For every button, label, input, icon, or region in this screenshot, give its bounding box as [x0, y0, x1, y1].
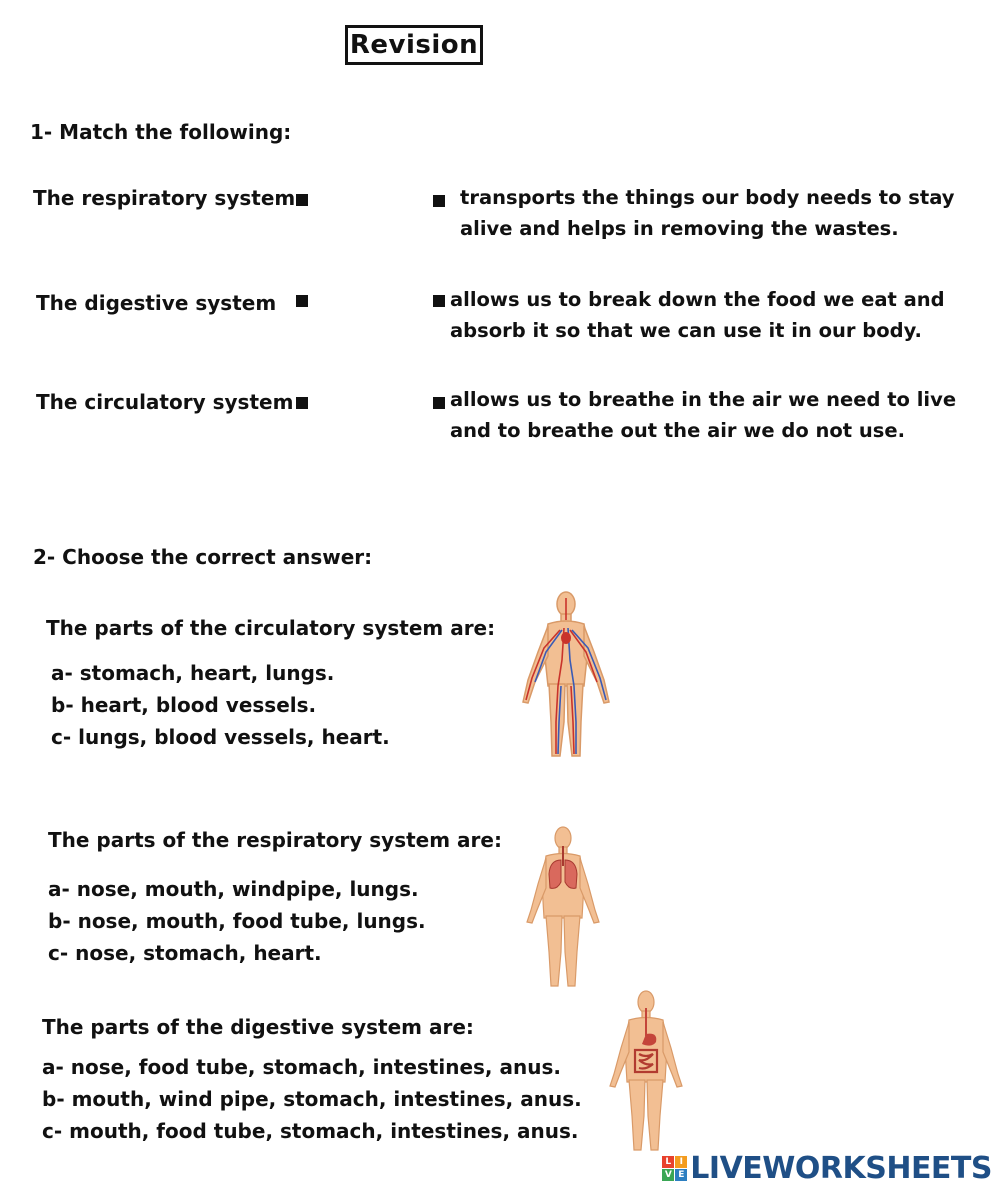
definition-1-line-1: transports the things our body needs to stay	[460, 186, 955, 209]
question-3-option-a[interactable]: a- nose, food tube, stomach, intestines, anus.	[42, 1055, 561, 1079]
question-2-option-c[interactable]: c- nose, stomach, heart.	[48, 941, 322, 965]
question-1-option-c[interactable]: c- lungs, blood vessels, heart.	[51, 725, 390, 749]
question-3-prompt: The parts of the digestive system are:	[42, 1015, 474, 1039]
liveworksheets-logo-mark	[662, 1156, 687, 1181]
definition-1	[460, 182, 955, 244]
definition-2-line-2: absorb it so that we can use it in our body.	[450, 319, 922, 342]
question-1-options	[51, 657, 390, 753]
section-2-heading: 2- Choose the correct answer:	[33, 545, 373, 569]
question-3-option-c[interactable]: c- mouth, food tube, stomach, intestines, anus.	[42, 1119, 579, 1143]
question-3-option-b[interactable]: b- mouth, wind pipe, stomach, intestines, anus.	[42, 1087, 582, 1111]
respiratory-system-figure	[524, 826, 602, 990]
term-circulatory: The circulatory system	[36, 390, 294, 414]
worksheet-title	[345, 25, 483, 65]
match-dot-right-2[interactable]	[433, 295, 445, 307]
match-dot-left-1[interactable]	[296, 194, 308, 206]
question-3-options	[42, 1051, 582, 1147]
heart-icon	[561, 632, 571, 644]
logo-letter-e: E	[675, 1169, 687, 1181]
question-2-options	[48, 873, 426, 969]
circulatory-system-figure	[518, 590, 614, 762]
match-dot-right-3[interactable]	[433, 397, 445, 409]
match-dot-right-1[interactable]	[433, 195, 445, 207]
question-2-prompt: The parts of the respiratory system are:	[48, 828, 502, 852]
match-dot-left-3[interactable]	[296, 397, 308, 409]
logo-letter-i: I	[675, 1156, 687, 1168]
digestive-system-figure	[606, 990, 686, 1152]
definition-3-line-1: allows us to breathe in the air we need to live	[450, 388, 957, 411]
question-2-option-a[interactable]: a- nose, mouth, windpipe, lungs.	[48, 877, 419, 901]
worksheet-title-text: Revision	[349, 30, 479, 60]
term-digestive: The digestive system	[36, 291, 277, 315]
question-1-prompt: The parts of the circulatory system are:	[46, 616, 496, 640]
question-2-option-b[interactable]: b- nose, mouth, food tube, lungs.	[48, 909, 426, 933]
term-respiratory: The respiratory system	[33, 186, 296, 210]
logo-letter-l: L	[662, 1156, 674, 1168]
definition-2-line-1: allows us to break down the food we eat and	[450, 288, 945, 311]
definition-3-line-2: and to breathe out the air we do not use.	[450, 419, 906, 442]
logo-letter-v: V	[662, 1169, 674, 1181]
definition-2	[450, 284, 945, 346]
section-1-heading: 1- Match the following:	[30, 120, 292, 144]
definition-1-line-2: alive and helps in removing the wastes.	[460, 217, 899, 240]
liveworksheets-logo[interactable]	[662, 1151, 992, 1186]
definition-3	[450, 384, 956, 446]
question-1-option-a[interactable]: a- stomach, heart, lungs.	[51, 661, 335, 685]
liveworksheets-logo-text: LIVEWORKSHEETS	[690, 1151, 992, 1186]
question-1-option-b[interactable]: b- heart, blood vessels.	[51, 693, 317, 717]
match-dot-left-2[interactable]	[296, 295, 308, 307]
